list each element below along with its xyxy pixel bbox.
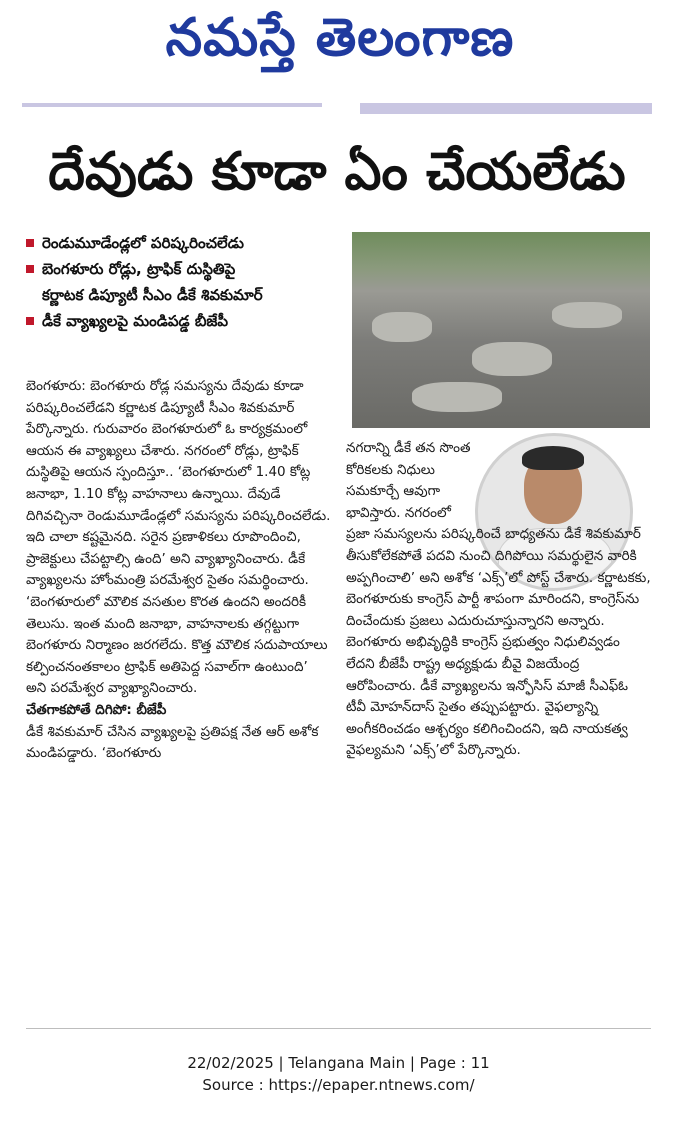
bullet-square-icon (26, 239, 34, 247)
body-paragraph-wrap: నగరాన్ని డీకే తన సొంత కోరికలకు నిధులు సమకూర్చే ఆవుగా భావిస్తారు. నగరంలో (346, 440, 471, 521)
footer-source-link[interactable]: Source : https://epaper.ntnews.com/ (202, 1076, 475, 1094)
highlight-bullets (26, 230, 346, 334)
photo-puddle (472, 342, 552, 376)
footer-edition-info: 22/02/2025 | Telangana Main | Page : 11 (187, 1054, 490, 1072)
pothole-road-photo (352, 232, 650, 428)
photo-puddle (552, 302, 622, 328)
footer-divider (26, 1028, 651, 1029)
bullet-text: డీకే వ్యాఖ్యలపై మండిపడ్డ బీజేపీ (42, 312, 229, 330)
bullet-text: బెంగళూరు రోడ్లు, ట్రాఫిక్ దుస్థితిపై (42, 260, 236, 278)
subheading: చేతగాకపోతే దిగిపో: బీజేపీ (26, 701, 167, 718)
bullet-item (26, 256, 346, 282)
bullet-item (26, 230, 346, 256)
photo-puddle (412, 382, 502, 412)
article-column-right (346, 438, 652, 762)
article-column-left (26, 376, 332, 765)
bullet-square-icon (26, 265, 34, 273)
bullet-item (26, 308, 346, 334)
bullet-text: కర్ణాటక డిప్యూటీ సీఎం డీకే శివకుమార్ (42, 286, 263, 304)
header-rule-right (360, 103, 652, 114)
bullet-square-icon (26, 317, 34, 325)
masthead (0, 0, 677, 80)
bullet-text: రెండుమూడేండ్లలో పరిష్కరించలేడు (42, 234, 244, 252)
bullet-item-continued (26, 282, 346, 308)
page-footer (0, 1052, 677, 1096)
article-headline: దేవుడు కూడా ఏం చేయలేడు (48, 142, 626, 202)
masthead-logo: నమస్తే తెలంగాణ (165, 8, 515, 68)
body-paragraph: డీకే శివకుమార్ చేసిన వ్యాఖ్యలపై ప్రతిపక్ష నేత ఆర్ అశోక మండిపడ్డారు. ‘బెంగళూరు (26, 723, 319, 762)
header-rule-left (22, 103, 322, 107)
body-paragraph: ప్రజా సమస్యలను పరిష్కరించే బాధ్యతను డీకే శివకుమార్ తీసుకోలేకపోతే పదవి నుంచి దిగిపోయి సమర్థులైన వారికి అప్పగించాలి’ అని అశోక ‘ఎక్స్’లో పోస్ట్ చేశారు. కర్ణాటకకు, బెంగళూరుకు కాంగ్రెస్ పార్టీ శాపంగా మారిందని, కాంగ్రెస్‌ను దించేందుకు ప్రజలు ఎదురుచూస్తున్నారని అన్నారు. బెంగళూరు అభివృద్ధికి కాంగ్రెస్ ప్రభుత్వం నిధులివ్వడం లేదని బీజేపీ రాష్ట్ర అధ్యక్షుడు బీవై విజయేంద్ర ఆరోపించారు. డీకే వ్యాఖ్యలను ఇన్ఫోసిస్ మాజీ సీఎఫ్‌ఓ టీవీ మోహన్‌దాస్ సైతం తప్పుపట్టారు. వైఫల్యాన్ని అంగీకరించడం ఆశ్చర్యం కలిగించిందని, ఇది నాయకత్వ వైఫల్యమని ‘ఎక్స్’లో పేర్కొన్నారు. (346, 526, 651, 759)
photo-puddle (372, 312, 432, 342)
body-paragraph: బెంగళూరు: బెంగళూరు రోడ్ల సమస్యను దేవుడు కూడా పరిష్కరించలేడని కర్ణాటక డిప్యూటీ సీఎం శివకుమార్ పేర్కొన్నారు. గురువారం బెంగళూరులో ఓ కార్యక్రమంలో ఆయన ఈ వ్యాఖ్యలు చేశారు. నగరంలో రోడ్లు, ట్రాఫిక్ దుస్థితిపై ఆయన స్పందిస్తూ.. ‘బెంగళూరులో 1.40 కోట్ల జనాభా, 1.10 కోట్ల వాహనాలు ఉన్నాయి. దేవుడే దిగివచ్చినా రెండుమూడేండ్లలో సమస్యను పరిష్కరించలేడు. ఇది చాలా కష్టమైనది. సరైన ప్రణాళికలు రూపొందించి, ప్రాజెక్టులు చేపట్టాల్సి ఉంది’ అని వ్యాఖ్యానించారు. డీకే వ్యాఖ్యలను హోంమంత్రి పరమేశ్వర సైతం సమర్థించారు. ‘బెంగళూరులో మౌలిక వసతుల కొరత ఉందని అందరికీ తెలుసు. ఇంత మంది జనాభా, వాహనాలకు తగ్గట్టుగా బెంగళూరు నిర్మాణం జరగలేదు. కొత్త మౌలిక సదుపాయాలు కల్పించనంతకాలం ట్రాఫిక్ అతిపెద్ద సవాల్‌గా ఉంటుంది’ అని పరమేశ్వర వ్యాఖ్యానించారు. (26, 378, 331, 697)
